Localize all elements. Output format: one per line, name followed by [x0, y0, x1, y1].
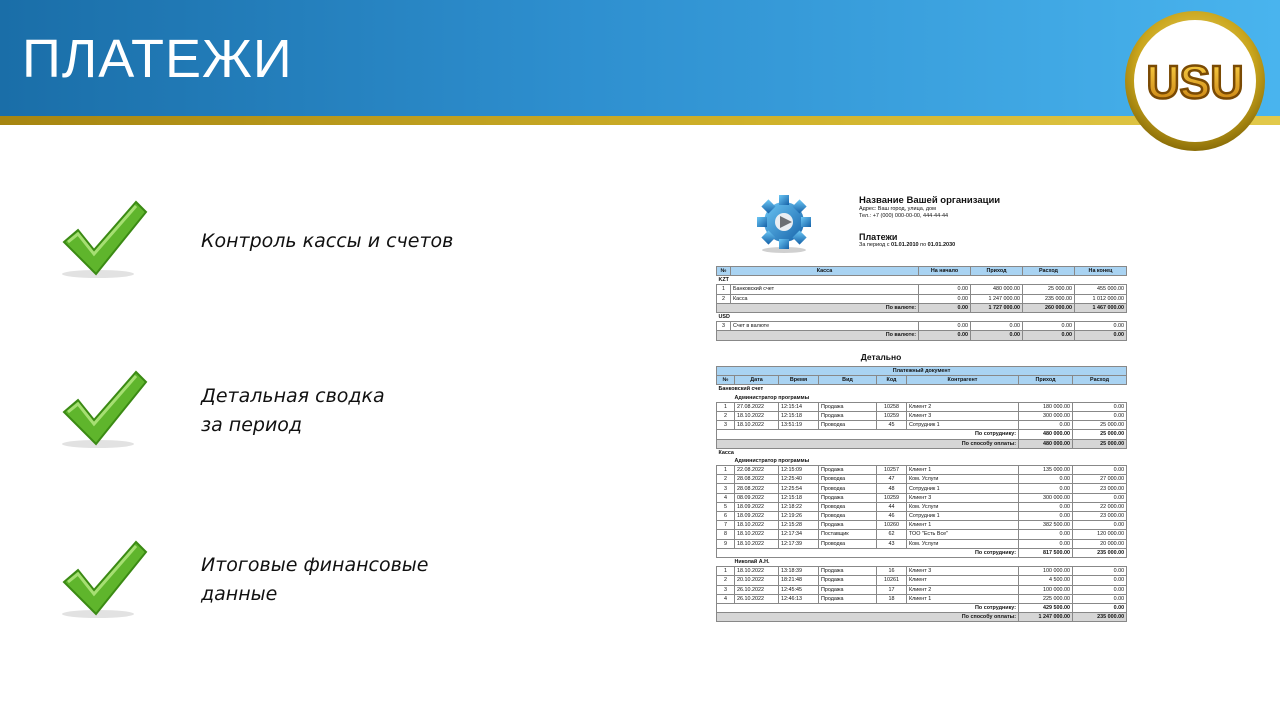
table-cell: Продажа — [819, 594, 877, 603]
column-header: Контрагент — [907, 376, 1019, 385]
usu-logo — [1124, 10, 1266, 152]
table-cell: 10259 — [877, 411, 907, 420]
table-cell: 9 — [717, 539, 735, 548]
table-cell: 3 — [717, 585, 735, 594]
table-cell: 12:15:18 — [779, 493, 819, 502]
currency-label: KZT — [718, 277, 729, 284]
table-cell: 18:21:48 — [779, 576, 819, 585]
table-cell: Клиент 3 — [907, 567, 1019, 576]
table-cell: 0.00 — [1075, 322, 1127, 331]
table-cell: Клиент 1 — [907, 521, 1019, 530]
table-cell: 0.00 — [1073, 466, 1127, 475]
total-value: 0.00 — [919, 331, 971, 340]
column-header: Код — [877, 376, 907, 385]
table-cell: 8 — [717, 530, 735, 539]
table-cell: 0.00 — [1073, 567, 1127, 576]
header-gold-stripe — [0, 116, 1280, 125]
table-cell: Продажа — [819, 585, 877, 594]
table-row — [717, 539, 1127, 548]
feature-line: Детальная сводка — [201, 385, 385, 407]
table-cell: 27 000.00 — [1073, 475, 1127, 484]
org-header — [859, 195, 1000, 248]
report-title: Платежи — [859, 232, 898, 242]
table-cell: 0.00 — [1073, 585, 1127, 594]
feature-line: Итоговые финансовые — [201, 554, 429, 576]
table-cell: 7 — [717, 521, 735, 530]
total-value: 0.00 — [1075, 331, 1127, 340]
table-cell: 16 — [877, 567, 907, 576]
table-cell: 3 — [717, 322, 731, 331]
total-value: 260 000.00 — [1023, 303, 1075, 312]
table-cell: 6 — [717, 512, 735, 521]
total-label: По сотруднику: — [717, 603, 1019, 612]
logo-text: USU — [1146, 56, 1244, 108]
table-row — [717, 484, 1127, 493]
table-cell: 12:17:34 — [779, 530, 819, 539]
table-cell: 0.00 — [1019, 539, 1073, 548]
table-cell: 22.08.2022 — [735, 466, 779, 475]
table-cell: 12:15:14 — [779, 402, 819, 411]
table-row — [717, 402, 1127, 411]
payments-report — [716, 180, 1126, 622]
table-cell: 18.10.2022 — [735, 421, 779, 430]
table-cell: 2 — [717, 294, 731, 303]
table-cell: 2 — [717, 576, 735, 585]
table-row — [717, 512, 1127, 521]
column-group-header: Платежный документ — [717, 367, 1127, 376]
table-cell: Ком. Услуги — [907, 475, 1019, 484]
table-cell: 0.00 — [1073, 594, 1127, 603]
table-cell: 1 — [717, 285, 731, 294]
table-cell: 2 — [717, 411, 735, 420]
table-cell: 10258 — [877, 402, 907, 411]
table-cell: 0.00 — [919, 294, 971, 303]
total-value: 0.00 — [971, 331, 1023, 340]
table-cell: 300 000.00 — [1019, 493, 1073, 502]
table-cell: 0.00 — [1073, 402, 1127, 411]
period-prefix: За период с — [859, 242, 892, 248]
table-cell: 25 000.00 — [1073, 421, 1127, 430]
payment-method-total-row — [717, 439, 1127, 448]
table-cell: 27.08.2022 — [735, 402, 779, 411]
table-cell: 0.00 — [1019, 512, 1073, 521]
column-header: Расход — [1023, 267, 1075, 276]
total-value: 480 000.00 — [1019, 439, 1073, 448]
period-mid: по — [918, 242, 928, 248]
table-cell: Проводка — [819, 502, 877, 511]
table-cell: 1 247 000.00 — [971, 294, 1023, 303]
table-cell: Продажа — [819, 493, 877, 502]
table-cell: 26.10.2022 — [735, 594, 779, 603]
table-cell: Клиент 1 — [907, 466, 1019, 475]
date-from: 01.01.2010 — [891, 242, 919, 248]
feature-line: данные — [201, 583, 278, 605]
account-row — [717, 448, 1127, 457]
table-cell: 1 — [717, 466, 735, 475]
person-row — [717, 394, 1127, 403]
slide-title: ПЛАТЕЖИ — [22, 29, 293, 89]
table-cell: 23 000.00 — [1073, 512, 1127, 521]
total-value: 480 000.00 — [1019, 430, 1073, 439]
person-label: Николай А.Н. — [734, 559, 770, 566]
table-cell: 12:45:45 — [779, 585, 819, 594]
date-to: 01.01.2030 — [927, 242, 956, 248]
table-cell: 1 — [717, 567, 735, 576]
table-cell: 18 — [877, 594, 907, 603]
table-cell: Касса — [731, 294, 919, 303]
detail-table — [716, 366, 1127, 622]
column-header: На начало — [919, 267, 971, 276]
table-cell: 382 500.00 — [1019, 521, 1073, 530]
currency-total-row — [717, 331, 1127, 340]
table-cell: 180 000.00 — [1019, 402, 1073, 411]
currency-row — [717, 312, 1127, 321]
total-label: По способу оплаты: — [717, 439, 1019, 448]
feature-line: за период — [201, 414, 303, 436]
payment-method-total-row — [717, 613, 1127, 622]
table-cell: 23 000.00 — [1073, 484, 1127, 493]
table-cell: Сотрудник 1 — [907, 512, 1019, 521]
column-header: Вид — [819, 376, 877, 385]
account-label: Банковский счет — [718, 386, 764, 393]
checkmark-icon — [58, 538, 150, 622]
table-cell: 25 000.00 — [1023, 285, 1075, 294]
table-cell: 45 — [877, 421, 907, 430]
total-value: 1 467 000.00 — [1075, 303, 1127, 312]
table-cell: 12:18:22 — [779, 502, 819, 511]
table-cell: Клиент 1 — [907, 594, 1019, 603]
table-cell: Продажа — [819, 576, 877, 585]
total-label: По валюте: — [717, 303, 919, 312]
table-cell: Клиент 2 — [907, 402, 1019, 411]
table-cell: 18.10.2022 — [735, 411, 779, 420]
table-cell: 10260 — [877, 521, 907, 530]
table-cell: 0.00 — [919, 322, 971, 331]
table-cell: 3 — [717, 484, 735, 493]
table-row — [717, 502, 1127, 511]
table-cell: 12:25:40 — [779, 475, 819, 484]
column-header: Расход — [1073, 376, 1127, 385]
table-row — [717, 576, 1127, 585]
column-header: № — [717, 376, 735, 385]
table-cell: 100 000.00 — [1019, 585, 1073, 594]
table-cell: Проводка — [819, 475, 877, 484]
checkmark-icon — [58, 368, 150, 452]
table-cell: 0.00 — [1073, 493, 1127, 502]
table-row — [717, 475, 1127, 484]
table-cell: Продажа — [819, 411, 877, 420]
table-cell: Проводка — [819, 421, 877, 430]
total-value: 0.00 — [919, 303, 971, 312]
total-value: 235 000.00 — [1073, 613, 1127, 622]
table-row — [717, 466, 1127, 475]
currency-total-row — [717, 303, 1127, 312]
table-row — [717, 421, 1127, 430]
total-label: По способу оплаты: — [717, 613, 1019, 622]
table-cell: 43 — [877, 539, 907, 548]
total-value: 817 500.00 — [1019, 548, 1073, 557]
table-cell: Счет в валюте — [731, 322, 919, 331]
table-cell: Ком. Услуги — [907, 502, 1019, 511]
column-header: На конец — [1075, 267, 1127, 276]
table-cell: 12:25:54 — [779, 484, 819, 493]
table-cell: 0.00 — [971, 322, 1023, 331]
table-cell: 0.00 — [1019, 484, 1073, 493]
table-row — [717, 530, 1127, 539]
table-cell: 44 — [877, 502, 907, 511]
table-cell: 13:18:39 — [779, 567, 819, 576]
account-label: Касса — [718, 449, 734, 456]
table-cell: 4 — [717, 493, 735, 502]
column-header: Приход — [971, 267, 1023, 276]
table-cell: 10257 — [877, 466, 907, 475]
feature-text-2 — [201, 382, 385, 440]
table-cell: 20 000.00 — [1073, 539, 1127, 548]
table-cell: 20.10.2022 — [735, 576, 779, 585]
table-cell: 18.10.2022 — [735, 567, 779, 576]
checkmark-icon — [58, 198, 150, 282]
table-cell: 08.09.2022 — [735, 493, 779, 502]
summary-header-row — [717, 267, 1127, 276]
table-cell: 0.00 — [919, 285, 971, 294]
table-cell: 0.00 — [1019, 475, 1073, 484]
table-cell: 18.10.2022 — [735, 530, 779, 539]
table-cell: Банковский счет — [731, 285, 919, 294]
table-cell: 1 — [717, 402, 735, 411]
table-cell: 135 000.00 — [1019, 466, 1073, 475]
table-cell: 22 000.00 — [1073, 502, 1127, 511]
total-value: 0.00 — [1073, 603, 1127, 612]
person-label: Администратор программы — [734, 394, 810, 401]
report-period — [859, 242, 1000, 248]
person-total-row — [717, 548, 1127, 557]
table-cell: 10261 — [877, 576, 907, 585]
table-cell: 28.08.2022 — [735, 475, 779, 484]
table-cell: 10259 — [877, 493, 907, 502]
table-cell: 1 012 000.00 — [1075, 294, 1127, 303]
total-value: 0.00 — [1023, 331, 1075, 340]
table-cell: 12:15:28 — [779, 521, 819, 530]
column-header: Касса — [731, 267, 919, 276]
table-cell: 120 000.00 — [1073, 530, 1127, 539]
table-cell: 18.10.2022 — [735, 539, 779, 548]
column-header: № — [717, 267, 731, 276]
table-cell: 12:15:09 — [779, 466, 819, 475]
total-value: 429 500.00 — [1019, 603, 1073, 612]
table-cell: 13:51:19 — [779, 421, 819, 430]
table-cell: 18.09.2022 — [735, 512, 779, 521]
table-cell: 4 500.00 — [1019, 576, 1073, 585]
table-row — [717, 585, 1127, 594]
table-cell: Сотрудник 1 — [907, 484, 1019, 493]
table-row — [717, 411, 1127, 420]
detail-title: Детально — [860, 352, 902, 362]
person-total-row — [717, 603, 1127, 612]
table-cell: 235 000.00 — [1023, 294, 1075, 303]
total-value: 25 000.00 — [1073, 439, 1127, 448]
table-cell: 12:17:39 — [779, 539, 819, 548]
column-header: Время — [779, 376, 819, 385]
table-cell: 46 — [877, 512, 907, 521]
table-row — [717, 521, 1127, 530]
person-label: Администратор программы — [734, 457, 810, 464]
table-cell: Продажа — [819, 567, 877, 576]
table-cell: 0.00 — [1073, 411, 1127, 420]
gear-icon — [754, 190, 814, 254]
total-label: По валюте: — [717, 331, 919, 340]
table-cell: 62 — [877, 530, 907, 539]
table-cell: 17 — [877, 585, 907, 594]
table-row — [717, 294, 1127, 303]
table-cell: Проводка — [819, 539, 877, 548]
column-header: Приход — [1019, 376, 1073, 385]
table-cell: Клиент — [907, 576, 1019, 585]
table-cell: 225 000.00 — [1019, 594, 1073, 603]
table-cell: 0.00 — [1023, 322, 1075, 331]
table-cell: 48 — [877, 484, 907, 493]
table-cell: Клиент 2 — [907, 585, 1019, 594]
detail-super-header-row — [717, 367, 1127, 376]
table-cell: ТОО "Есть Все" — [907, 530, 1019, 539]
table-cell: 0.00 — [1019, 421, 1073, 430]
table-cell: 480 000.00 — [971, 285, 1023, 294]
table-cell: 26.10.2022 — [735, 585, 779, 594]
table-cell: Клиент 3 — [907, 411, 1019, 420]
org-phone: Тел.: +7 (000) 000-00-00, 444-44-44 — [859, 213, 949, 219]
feature-line: Контроль кассы и счетов — [201, 230, 454, 252]
total-value: 1 247 000.00 — [1019, 613, 1073, 622]
table-row — [717, 285, 1127, 294]
total-value: 25 000.00 — [1073, 430, 1127, 439]
table-cell: 100 000.00 — [1019, 567, 1073, 576]
table-cell: Продажа — [819, 466, 877, 475]
table-cell: 0.00 — [1073, 521, 1127, 530]
table-cell: 12:15:18 — [779, 411, 819, 420]
summary-table — [716, 266, 1127, 341]
table-cell: 455 000.00 — [1075, 285, 1127, 294]
table-cell: Продажа — [819, 402, 877, 411]
feature-text-3 — [201, 551, 428, 609]
table-cell: 0.00 — [1073, 576, 1127, 585]
table-cell: 12:46:13 — [779, 594, 819, 603]
currency-label: USD — [718, 314, 730, 321]
person-row — [717, 557, 1127, 566]
table-cell: 12:19:26 — [779, 512, 819, 521]
table-row — [717, 567, 1127, 576]
table-cell: 18.09.2022 — [735, 502, 779, 511]
currency-row — [717, 276, 1127, 285]
table-cell: Сотрудник 1 — [907, 421, 1019, 430]
table-cell: 28.08.2022 — [735, 484, 779, 493]
total-value: 1 727 000.00 — [971, 303, 1023, 312]
column-header: Дата — [735, 376, 779, 385]
person-total-row — [717, 430, 1127, 439]
table-cell: 4 — [717, 594, 735, 603]
table-row — [717, 322, 1127, 331]
table-cell: Продажа — [819, 521, 877, 530]
table-cell: 3 — [717, 421, 735, 430]
table-row — [717, 594, 1127, 603]
table-cell: Клиент 3 — [907, 493, 1019, 502]
total-label: По сотруднику: — [717, 548, 1019, 557]
table-cell: Ком. Услуги — [907, 539, 1019, 548]
table-cell: 2 — [717, 475, 735, 484]
table-cell: 0.00 — [1019, 502, 1073, 511]
total-value: 235 000.00 — [1073, 548, 1127, 557]
detail-header-row — [717, 376, 1127, 385]
org-address: Адрес: Ваш город, улица, дом — [859, 206, 936, 212]
table-row — [717, 493, 1127, 502]
table-cell: Поставщик — [819, 530, 877, 539]
table-cell: 18.10.2022 — [735, 521, 779, 530]
table-cell: 5 — [717, 502, 735, 511]
person-row — [717, 457, 1127, 466]
table-cell: Проводка — [819, 484, 877, 493]
table-cell: Проводка — [819, 512, 877, 521]
table-cell: 0.00 — [1019, 530, 1073, 539]
feature-text-1 — [201, 227, 453, 256]
account-row — [717, 385, 1127, 394]
table-cell: 300 000.00 — [1019, 411, 1073, 420]
total-label: По сотруднику: — [717, 430, 1019, 439]
org-name: Название Вашей организации — [859, 195, 1001, 206]
table-cell: 47 — [877, 475, 907, 484]
